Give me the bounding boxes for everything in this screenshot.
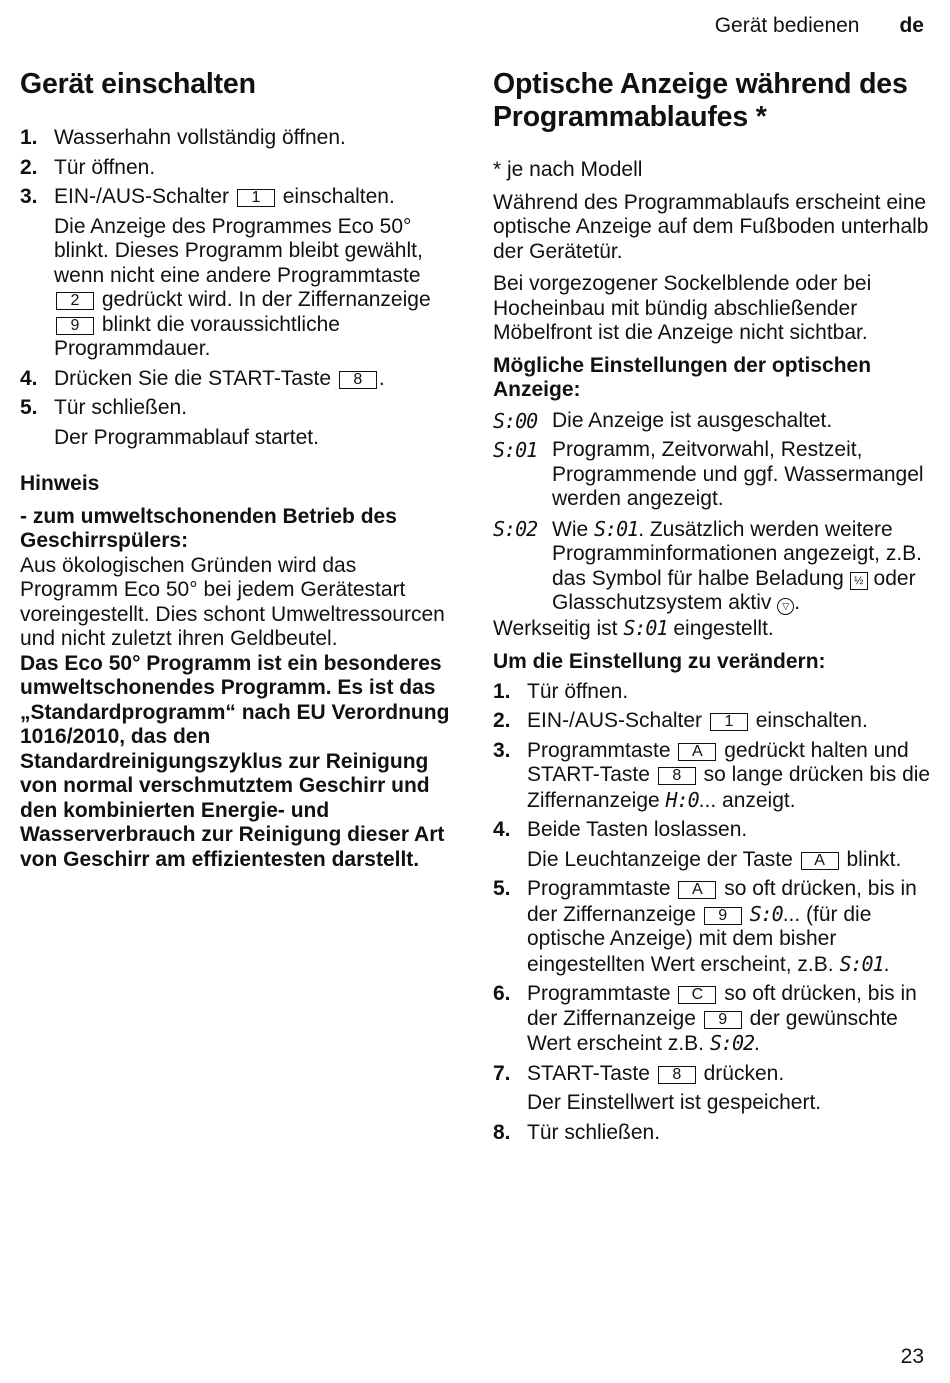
left-step-5: 5. Tür schließen. <box>20 396 188 419</box>
right-step-7: 7. START-Taste 8 drücken. <box>493 1061 785 1085</box>
key-1-icon: 1 <box>237 189 275 207</box>
left-step-2: 2. Tür öffnen. <box>20 155 156 179</box>
key-8-icon: 8 <box>658 767 696 785</box>
right-step-4: 4. Beide Tasten loslassen. <box>493 818 748 841</box>
right-step-2: 2. EIN-/AUS-Schalter 1 einschalten. <box>493 709 868 732</box>
hint-text: Aus ökologischen Gründen wird das Programm Eco 50° bei jedem Gerätestart voreingestellt. Dies schont Umweltressourcen und nicht zuletzt ihren Geldbeutel. <box>20 553 445 650</box>
para-1: Während des Programmablaufs erscheint eine optische Anzeige auf dem Fußboden unterhalb der Gerätetür. <box>493 190 929 263</box>
left-step-4: 4. Drücken Sie die START-Taste 8 . <box>20 366 385 390</box>
hint-subtitle: - zum umweltschonenden Betrieb des Geschirrspülers: <box>20 504 397 552</box>
hint-title: Hinweis <box>20 472 100 495</box>
header-lang: de <box>899 14 924 37</box>
left-step-1: 1. Wasserhahn vollständig öffnen. <box>20 126 346 149</box>
key-9-icon: 9 <box>704 1011 742 1029</box>
header-section: Gerät bedienen <box>714 14 860 37</box>
right-step-8: 8. Tür schließen. <box>493 1120 661 1144</box>
right-step-1: 1. Tür öffnen. <box>493 679 629 703</box>
half-load-icon: ½ <box>850 572 868 590</box>
right-step-7-note: Der Einstellwert ist gespeichert. <box>527 1091 822 1114</box>
key-8-icon: 8 <box>339 371 377 389</box>
settings-title: Mögliche Einstellungen der optischen Anzeige: <box>493 353 872 401</box>
left-title: Gerät einschalten <box>20 68 256 100</box>
footnote: * je nach Modell <box>493 158 643 181</box>
key-2-icon: 2 <box>56 292 94 310</box>
left-step-3: 3. EIN-/AUS-Schalter 1 einschalten. <box>20 185 395 208</box>
option-s00: S:00 Die Anzeige ist ausgeschaltet. <box>493 408 833 433</box>
key-a-icon: A <box>678 743 716 761</box>
key-9-icon: 9 <box>56 317 94 335</box>
page-number: 23 <box>900 1345 924 1368</box>
key-c-icon: C <box>678 986 716 1004</box>
key-a-icon: A <box>678 881 716 899</box>
option-s02: S:02 Wie S:01. Zusätzlich werden weitere Programminformationen angezeigt, z.B. das Symbol für halbe Beladung ½ oder Glasschutzsystem aktiv ▽ . <box>493 516 923 614</box>
key-1-icon: 1 <box>710 713 748 731</box>
key-8-icon: 8 <box>658 1066 696 1084</box>
right-step-5: 5. Programmtaste A so oft drücken, bis in der Ziffernanzeige 9 S:0... (für die optische Anzeige) mit dem bisher eingestellten Wert erscheint, z.B. S:01. <box>493 877 917 976</box>
key-a-icon: A <box>801 852 839 870</box>
right-title: Optische Anzeige während des Programmablaufes * <box>493 68 908 133</box>
right-step-4-note: Die Leuchtanzeige der Taste A blinkt. <box>527 847 902 871</box>
left-step-5-note: Der Programmablauf startet. <box>54 425 319 449</box>
para-2: Bei vorgezogener Sockelblende oder bei Hocheinbau mit bündig abschließender Möbelfront ist die Anzeige nicht sichtbar. <box>493 272 872 344</box>
glass-protection-icon: ▽ <box>777 598 794 615</box>
left-column <box>20 68 460 872</box>
right-step-3: 3. Programmtaste A gedrückt halten und START-Taste 8 so lange drücken bis die Ziffernanzeige H:0... anzeigt. <box>493 738 931 812</box>
hint-bold-text: Das Eco 50° Programm ist ein besonderes umweltschonendes Programm. Es ist das „Standardprogramm“ nach EU Verordnung 1016/2010, das den Standardreinigungszyklus zur Reinigung von normal verschmutztem Geschirr und den kombinierten Energie- und Wasserverbrauch zur Reinigung dieser Art von Geschirr am effizientesten darstellt. <box>20 651 450 871</box>
option-s01: S:01 Programm, Zeitvorwahl, Restzeit, Programmende und ggf. Wassermangel werden angezeigt. <box>493 438 924 510</box>
key-9-icon: 9 <box>704 907 742 925</box>
right-column <box>493 68 933 1145</box>
right-step-6: 6. Programmtaste C so oft drücken, bis in der Ziffernanzeige 9 der gewünschte Wert erscheint z.B. S:02. <box>493 982 917 1055</box>
factory-setting: Werkseitig ist S:01 eingestellt. <box>493 615 774 640</box>
page-header <box>715 14 924 38</box>
left-step-3-note: Die Anzeige des Programmes Eco 50° blinkt. Dieses Programm bleibt gewählt, wenn nicht eine andere Programmtaste 2 gedrückt wird. In der Ziffernanzeige 9 blinkt die voraussichtliche Programmdauer. <box>54 214 431 360</box>
change-title: Um die Einstellung zu verändern: <box>493 650 826 673</box>
